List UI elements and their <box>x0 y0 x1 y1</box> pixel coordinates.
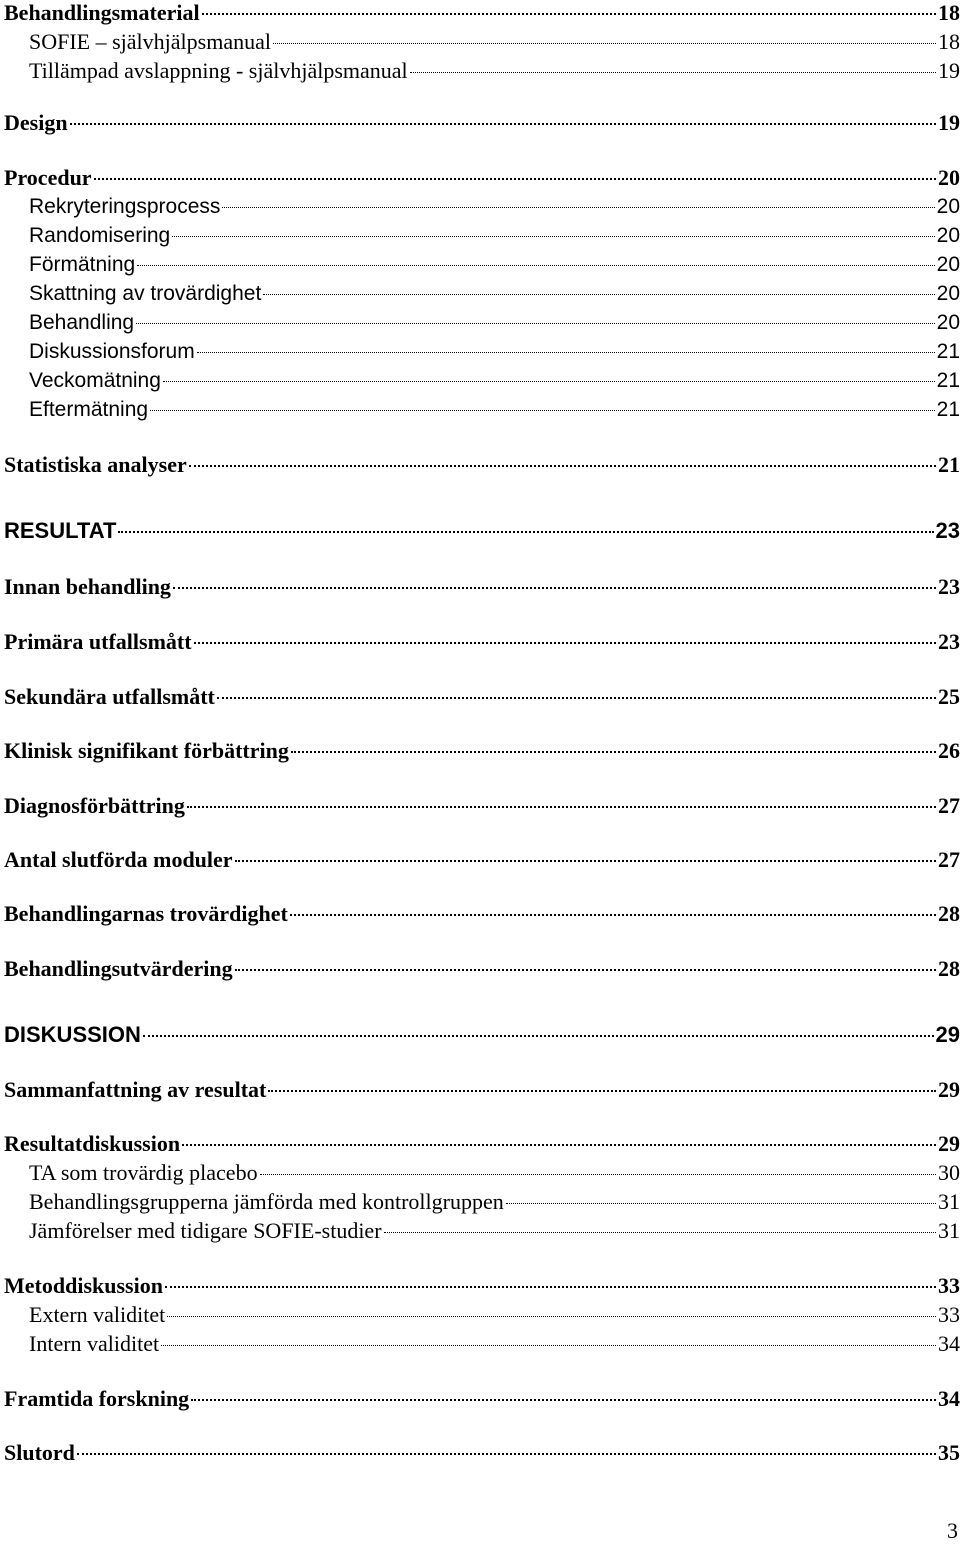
toc-entry[interactable] <box>0 1218 960 1244</box>
dot-leader <box>263 294 934 295</box>
toc-entry[interactable] <box>0 1160 960 1186</box>
dot-leader <box>143 1035 934 1037</box>
toc-entry-title: Metoddiskussion <box>4 1273 163 1298</box>
dot-leader <box>291 751 936 753</box>
toc-entry-title: Statistiska analyser <box>4 452 187 477</box>
toc-entry-title: RESULTAT <box>4 518 117 543</box>
dot-leader <box>194 642 936 644</box>
toc-entry-title: Behandlingarnas trovärdighet <box>4 901 288 926</box>
toc-entry[interactable] <box>0 1302 960 1328</box>
toc-entry-title: Slutord <box>4 1440 75 1465</box>
dot-leader <box>260 1174 936 1175</box>
toc-entry-title: Antal slutförda moduler <box>4 847 233 872</box>
toc-entry-title: Design <box>4 110 68 135</box>
toc-entry-title: Behandlingsutvärdering <box>4 956 233 981</box>
dot-leader <box>70 123 936 125</box>
dot-leader <box>235 969 936 971</box>
dot-leader <box>173 587 936 589</box>
toc-entry-title: Behandlingsmaterial <box>4 0 200 25</box>
toc-entry[interactable] <box>0 310 960 336</box>
toc-entry-page: 23 <box>938 629 960 654</box>
toc-entry-title: Diagnosförbättring <box>4 793 185 818</box>
toc-entry[interactable] <box>0 165 960 191</box>
toc-entry[interactable] <box>0 1331 960 1357</box>
toc-entry[interactable] <box>0 1440 960 1466</box>
toc-entry[interactable] <box>0 339 960 365</box>
dot-leader <box>187 806 936 808</box>
toc-entry-page: 31 <box>938 1189 960 1214</box>
dot-leader <box>189 465 936 467</box>
toc-entry-page: 21 <box>936 340 960 363</box>
toc-entry-title: Tillämpad avslappning - självhjälpsmanual <box>29 58 408 83</box>
toc-entry-page: 34 <box>938 1331 960 1356</box>
toc-entry-title: Behandling <box>29 311 135 334</box>
dot-leader <box>163 381 935 382</box>
page-number: 3 <box>947 1518 958 1543</box>
toc-entry[interactable] <box>0 0 960 26</box>
dot-leader <box>94 178 936 180</box>
toc-entry[interactable] <box>0 223 960 249</box>
toc-entry[interactable] <box>0 1131 960 1157</box>
toc-entry[interactable] <box>0 281 960 307</box>
toc-entry[interactable] <box>0 1022 960 1048</box>
dot-leader <box>290 914 936 916</box>
toc-entry-page: 20 <box>936 195 960 218</box>
toc-entry[interactable] <box>0 58 960 84</box>
toc-entry-title: Diskussionsforum <box>29 340 195 363</box>
dot-leader <box>137 265 934 266</box>
toc-entry[interactable] <box>0 1386 960 1412</box>
toc-entry-title: Jämförelser med tidigare SOFIE-studier <box>29 1218 382 1243</box>
toc-entry-page: 30 <box>938 1160 960 1185</box>
toc-entry-page: 21 <box>936 398 960 421</box>
toc-entry-page: 27 <box>938 847 960 872</box>
dot-leader <box>273 43 936 44</box>
toc-entry-page: 18 <box>938 0 960 25</box>
toc-entry-page: 33 <box>938 1302 960 1327</box>
toc-entry-page: 26 <box>938 738 960 763</box>
toc-entry-page: 25 <box>938 684 960 709</box>
toc-entry-page: 20 <box>936 224 960 247</box>
toc-entry-page: 20 <box>936 311 960 334</box>
dot-leader <box>165 1286 936 1288</box>
dot-leader <box>202 13 936 15</box>
toc-entry-page: 20 <box>936 253 960 276</box>
toc-entry-page: 19 <box>938 58 960 83</box>
toc-entry[interactable] <box>0 901 960 927</box>
toc-entry[interactable] <box>0 29 960 55</box>
toc-entry-title: Extern validitet <box>29 1302 166 1327</box>
dot-leader <box>191 1399 936 1401</box>
dot-leader <box>118 531 933 533</box>
dot-leader <box>506 1203 936 1204</box>
toc-entry[interactable] <box>0 847 960 873</box>
toc-entry-page: 34 <box>938 1386 960 1411</box>
toc-entry[interactable] <box>0 452 960 478</box>
toc-entry[interactable] <box>0 1189 960 1215</box>
toc-entry-title: Klinisk signifikant förbättring <box>4 738 289 763</box>
toc-entry-title: Sekundära utfallsmått <box>4 684 215 709</box>
toc-entry-page: 31 <box>938 1218 960 1243</box>
toc-entry-page: 21 <box>938 452 960 477</box>
dot-leader <box>150 410 935 411</box>
toc-entry-page: 23 <box>938 574 960 599</box>
toc-entry-title: Innan behandling <box>4 574 171 599</box>
toc-entry[interactable] <box>0 518 960 544</box>
dot-leader <box>197 352 935 353</box>
toc-entry-title: Sammanfattning av resultat <box>4 1077 267 1102</box>
toc-entry-page: 20 <box>936 282 960 305</box>
toc-entry-page: 20 <box>938 165 960 190</box>
toc-entry-title: Rekryteringsprocess <box>29 195 221 218</box>
toc-entry-title: Behandlingsgrupperna jämförda med kontrollgruppen <box>29 1189 504 1214</box>
dot-leader <box>182 1144 936 1146</box>
toc-entry-title: Förmätning <box>29 253 136 276</box>
toc-entry[interactable] <box>0 1077 960 1103</box>
toc-entry[interactable] <box>0 793 960 819</box>
toc-entry-title: SOFIE – självhjälpsmanual <box>29 29 271 54</box>
dot-leader <box>410 72 936 73</box>
toc-entry[interactable] <box>0 629 960 655</box>
toc-entry[interactable] <box>0 397 960 423</box>
toc-entry[interactable] <box>0 252 960 278</box>
toc-entry-title: Primära utfallsmått <box>4 629 192 654</box>
toc-entry-title: Resultatdiskussion <box>4 1131 181 1156</box>
toc-entry[interactable] <box>0 738 960 764</box>
dot-leader <box>222 207 934 208</box>
toc-entry[interactable] <box>0 368 960 394</box>
toc-entry-page: 29 <box>938 1077 960 1102</box>
toc-entry[interactable] <box>0 110 960 136</box>
toc-entry-title: Procedur <box>4 165 92 190</box>
toc-entry[interactable] <box>0 1273 960 1299</box>
toc-entry-title: DISKUSSION <box>4 1022 141 1047</box>
toc-entry[interactable] <box>0 956 960 982</box>
toc-entry-page: 29 <box>938 1131 960 1156</box>
dot-leader <box>161 1345 936 1346</box>
dot-leader <box>172 236 934 237</box>
toc-entry-page: 23 <box>935 518 960 543</box>
toc-entry-page: 33 <box>938 1273 960 1298</box>
toc-entry-page: 18 <box>938 29 960 54</box>
toc-entry-title: Framtida forskning <box>4 1386 190 1411</box>
toc-entry-page: 28 <box>938 956 960 981</box>
dot-leader <box>167 1316 936 1317</box>
toc-entry-title: Intern validitet <box>29 1331 160 1356</box>
toc-entry-title: TA som trovärdig placebo <box>29 1160 258 1185</box>
dot-leader <box>136 323 935 324</box>
toc-entry-title: Randomisering <box>29 224 171 247</box>
toc-entry-page: 35 <box>938 1440 960 1465</box>
toc-entry-page: 29 <box>935 1022 960 1047</box>
toc-entry-page: 27 <box>938 793 960 818</box>
dot-leader <box>384 1232 936 1233</box>
toc-entry[interactable] <box>0 574 960 600</box>
toc-entry-page: 28 <box>938 901 960 926</box>
toc-entry-title: Eftermätning <box>29 398 149 421</box>
dot-leader <box>235 860 936 862</box>
dot-leader <box>268 1090 936 1092</box>
toc-entry[interactable] <box>0 684 960 710</box>
toc-entry-page: 19 <box>938 110 960 135</box>
toc-entry-title: Veckomätning <box>29 369 161 392</box>
toc-entry-page: 21 <box>936 369 960 392</box>
dot-leader <box>217 697 936 699</box>
toc-entry-title: Skattning av trovärdighet <box>29 282 262 305</box>
dot-leader <box>77 1453 936 1455</box>
toc-entry[interactable] <box>0 194 960 220</box>
